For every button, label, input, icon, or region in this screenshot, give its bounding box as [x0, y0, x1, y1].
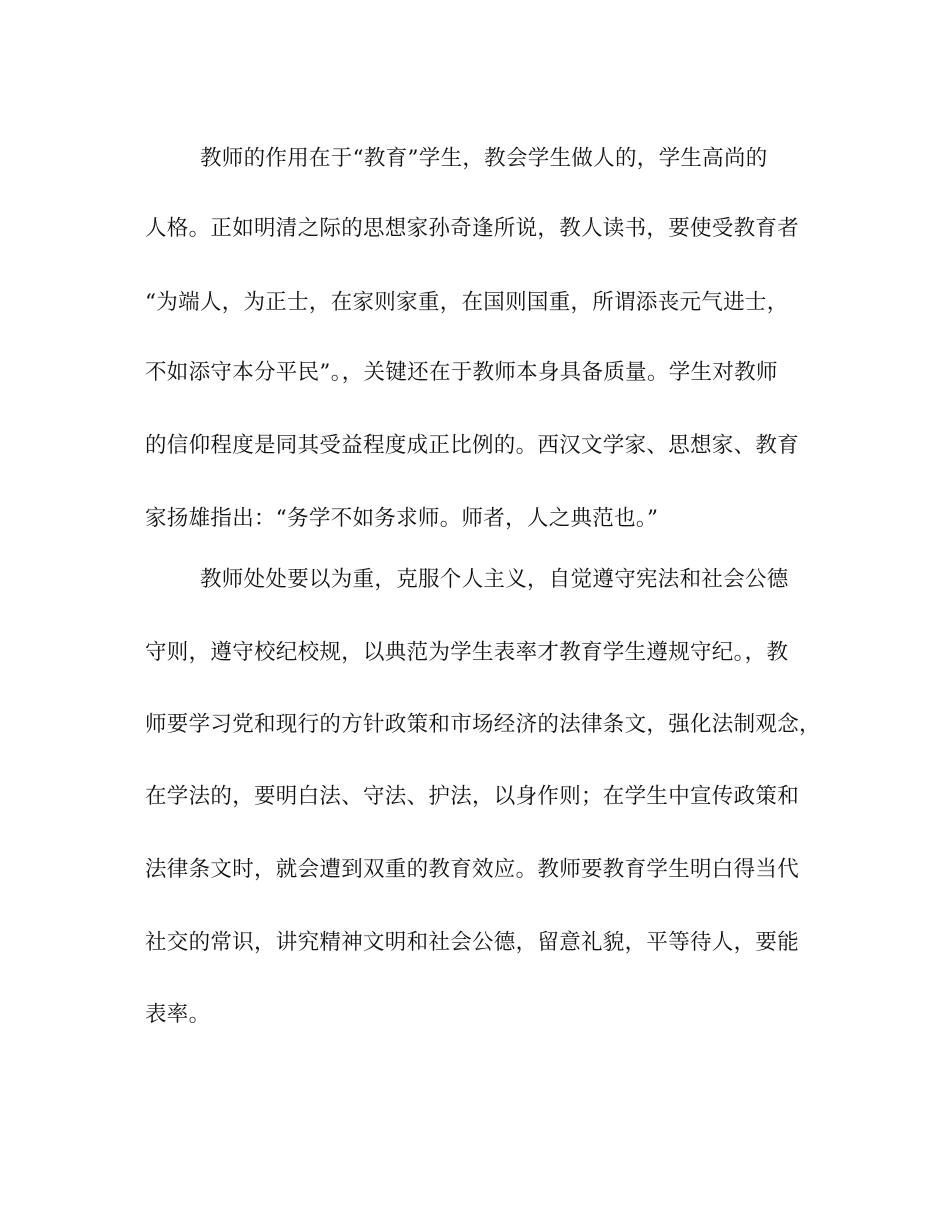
text-line: 法律条文时，就会遭到双重的教育效应。教师要教育学生明白得当代	[145, 857, 800, 882]
text-line: 家扬雄指出：“务学不如务求师。师者，人之典范也。”	[145, 506, 659, 531]
text-line: 教师处处要以为重，克服个人主义，自觉遵守宪法和社会公德	[200, 567, 789, 592]
text-line: 表率。	[145, 1002, 211, 1027]
text-line: 不如添守本分平民”。，关键还在于教师本身具备质量。学生对教师	[145, 360, 778, 385]
text-line: “为端人，为正士，在家则家重，在国则国重，所谓添丧元气进士，	[145, 290, 789, 315]
text-line: 社交的常识，讲究精神文明和社会公德，留意礼貌，平等待人，要能	[145, 930, 800, 955]
text-line: 的信仰程度是同其受益程度成正比例的。西汉文学家、思想家、教育	[145, 433, 800, 458]
text-line: 师要学习党和现行的方针政策和市场经济的法律条文，强化法制观念，	[145, 712, 821, 737]
text-line: 教师的作用在于“教育”学生，教会学生做人的，学生高尚的	[200, 146, 768, 171]
text-line: 人格。正如明清之际的思想家孙奇逢所说，教人读书，要使受教育者	[145, 216, 800, 241]
text-line: 在学法的，要明白法、守法、护法，以身作则；在学生中宣传政策和	[145, 784, 800, 809]
text-line: 守则，遵守校纪校规，以典范为学生表率才教育学生遵规守纪。，教	[145, 640, 789, 665]
